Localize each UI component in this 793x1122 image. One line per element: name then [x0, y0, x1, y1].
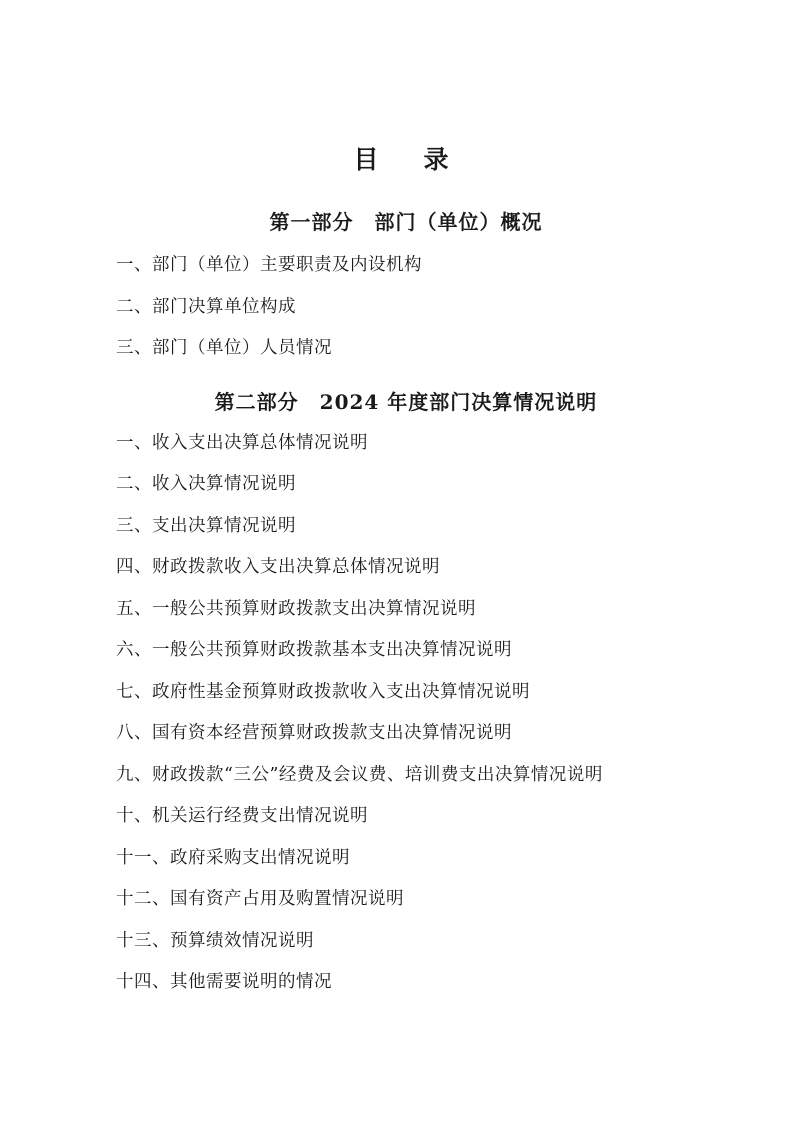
toc-entry: 十四、其他需要说明的情况	[116, 972, 332, 992]
toc-entry: 四、财政拨款收入支出决算总体情况说明	[116, 557, 440, 577]
toc-entry: 十三、预算绩效情况说明	[116, 930, 314, 951]
toc-entry: 七、政府性基金预算财政拨款收入支出决算情况说明	[116, 681, 530, 702]
toc-entry: 十、机关运行经费支出情况说明	[116, 806, 368, 826]
toc-entry: 一、部门（单位）主要职责及内设机构	[116, 255, 422, 275]
page-title: 目 录	[353, 145, 459, 174]
section-heading-part-two: 第二部分 2024 年度部门决算情况说明	[214, 389, 598, 414]
toc-entry: 二、部门决算单位构成	[116, 296, 296, 317]
section-heading-part-one: 第一部分 部门（单位）概况	[269, 210, 543, 234]
toc-entry: 三、支出决算情况说明	[116, 515, 296, 536]
table-of-contents	[96, 140, 716, 992]
toc-entry: 十一、政府采购支出情况说明	[116, 847, 350, 868]
toc-entry: 二、收入决算情况说明	[116, 474, 296, 494]
toc-entry: 三、部门（单位）人员情况	[116, 338, 332, 358]
toc-entry: 一、收入支出决算总体情况说明	[116, 432, 368, 453]
toc-entry: 八、国有资本经营预算财政拨款支出决算情况说明	[116, 723, 512, 743]
toc-entry: 九、财政拨款“三公”经费及会议费、培训费支出决算情况说明	[116, 764, 603, 785]
toc-entry: 六、一般公共预算财政拨款基本支出决算情况说明	[116, 640, 512, 660]
toc-entry: 十二、国有资产占用及购置情况说明	[116, 889, 404, 909]
toc-entry: 五、一般公共预算财政拨款支出决算情况说明	[116, 598, 476, 619]
